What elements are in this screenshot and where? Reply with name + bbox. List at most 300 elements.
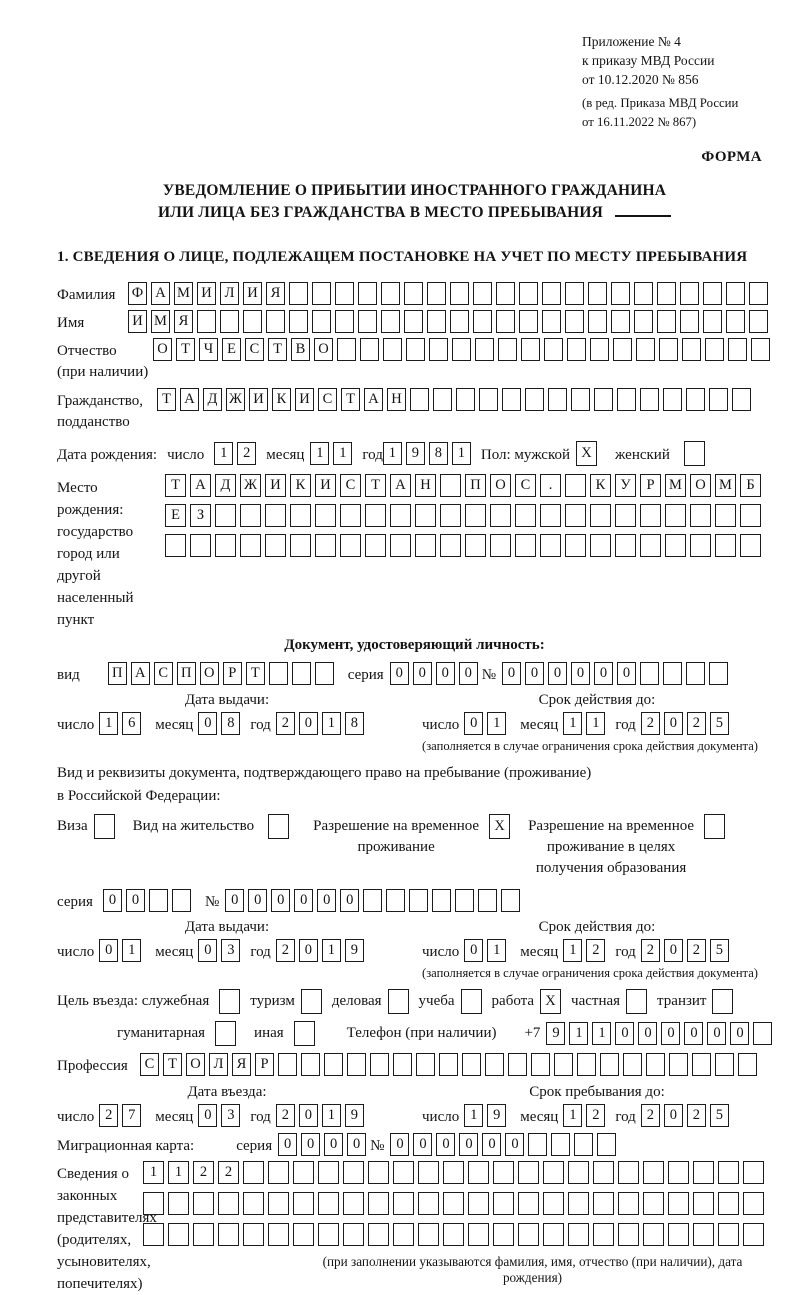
char-box[interactable]: И — [265, 474, 286, 497]
char-box[interactable] — [290, 504, 311, 527]
char-box[interactable] — [475, 338, 494, 361]
birth-month-boxes[interactable] — [310, 442, 356, 465]
char-box[interactable] — [634, 282, 653, 305]
char-box[interactable] — [593, 1192, 614, 1215]
char-box[interactable]: П — [177, 662, 196, 685]
char-box[interactable] — [554, 1053, 573, 1076]
char-box[interactable] — [543, 1192, 564, 1215]
char-box[interactable] — [704, 814, 725, 839]
char-box[interactable] — [143, 1223, 164, 1246]
char-box[interactable] — [368, 1192, 389, 1215]
char-box[interactable]: 0 — [198, 712, 217, 735]
char-box[interactable] — [518, 1161, 539, 1184]
char-box[interactable]: 0 — [103, 889, 122, 912]
res-series-boxes[interactable] — [103, 889, 195, 912]
char-box[interactable] — [574, 1133, 593, 1156]
char-box[interactable]: 0 — [299, 939, 318, 962]
char-box[interactable] — [740, 504, 761, 527]
char-box[interactable] — [496, 282, 515, 305]
char-box[interactable]: 1 — [383, 442, 402, 465]
char-box[interactable]: 0 — [617, 662, 636, 685]
char-box[interactable]: 5 — [710, 1104, 729, 1127]
char-box[interactable] — [597, 1133, 616, 1156]
char-box[interactable] — [427, 310, 446, 333]
char-box[interactable]: 9 — [546, 1022, 565, 1045]
char-box[interactable] — [567, 338, 586, 361]
purpose-humanitarian-checkbox[interactable] — [215, 1021, 240, 1046]
char-box[interactable] — [680, 310, 699, 333]
char-box[interactable] — [465, 504, 486, 527]
char-box[interactable] — [315, 534, 336, 557]
char-box[interactable] — [415, 534, 436, 557]
char-box[interactable] — [243, 1223, 264, 1246]
birth-year-boxes[interactable] — [383, 442, 475, 465]
char-box[interactable] — [646, 1053, 665, 1076]
char-box[interactable]: К — [590, 474, 611, 497]
char-box[interactable] — [381, 310, 400, 333]
char-box[interactable] — [410, 388, 429, 411]
char-box[interactable] — [515, 504, 536, 527]
representatives-row3-boxes[interactable] — [143, 1223, 772, 1246]
char-box[interactable]: 0 — [502, 662, 521, 685]
char-box[interactable] — [686, 662, 705, 685]
char-box[interactable] — [468, 1223, 489, 1246]
char-box[interactable] — [172, 889, 191, 912]
char-box[interactable]: Е — [165, 504, 186, 527]
char-box[interactable] — [715, 534, 736, 557]
char-box[interactable]: X — [576, 441, 597, 466]
char-box[interactable] — [293, 1161, 314, 1184]
char-box[interactable] — [640, 534, 661, 557]
char-box[interactable] — [406, 338, 425, 361]
char-box[interactable] — [388, 989, 409, 1014]
char-box[interactable] — [143, 1192, 164, 1215]
char-box[interactable] — [340, 504, 361, 527]
char-box[interactable] — [525, 388, 544, 411]
char-box[interactable] — [718, 1192, 739, 1215]
char-box[interactable]: Я — [174, 310, 193, 333]
char-box[interactable] — [617, 388, 636, 411]
char-box[interactable]: 9 — [487, 1104, 506, 1127]
char-box[interactable] — [501, 889, 520, 912]
char-box[interactable] — [548, 388, 567, 411]
char-box[interactable] — [519, 282, 538, 305]
char-box[interactable] — [712, 989, 733, 1014]
char-box[interactable] — [508, 1053, 527, 1076]
char-box[interactable] — [462, 1053, 481, 1076]
char-box[interactable]: 0 — [299, 1104, 318, 1127]
char-box[interactable] — [668, 1223, 689, 1246]
char-box[interactable] — [623, 1053, 642, 1076]
char-box[interactable] — [390, 504, 411, 527]
char-box[interactable] — [358, 310, 377, 333]
char-box[interactable]: 5 — [710, 712, 729, 735]
char-box[interactable] — [565, 310, 584, 333]
char-box[interactable] — [440, 474, 461, 497]
char-box[interactable] — [496, 310, 515, 333]
char-box[interactable] — [268, 1223, 289, 1246]
char-box[interactable] — [502, 388, 521, 411]
char-box[interactable] — [268, 814, 289, 839]
char-box[interactable]: Я — [232, 1053, 251, 1076]
char-box[interactable]: 0 — [684, 1022, 703, 1045]
purpose-tourism-checkbox[interactable] — [301, 989, 326, 1014]
char-box[interactable] — [432, 889, 451, 912]
char-box[interactable]: З — [190, 504, 211, 527]
entry-month[interactable] — [198, 1104, 244, 1127]
purpose-work-checkbox[interactable] — [540, 989, 565, 1014]
char-box[interactable]: М — [151, 310, 170, 333]
char-box[interactable]: Л — [220, 282, 239, 305]
char-box[interactable] — [540, 534, 561, 557]
char-box[interactable]: 1 — [322, 1104, 341, 1127]
char-box[interactable] — [393, 1161, 414, 1184]
char-box[interactable] — [703, 282, 722, 305]
char-box[interactable] — [289, 310, 308, 333]
char-box[interactable] — [427, 282, 446, 305]
char-box[interactable] — [265, 504, 286, 527]
char-box[interactable] — [705, 338, 724, 361]
char-box[interactable]: 1 — [322, 939, 341, 962]
char-box[interactable] — [657, 282, 676, 305]
char-box[interactable]: А — [390, 474, 411, 497]
char-box[interactable] — [439, 1053, 458, 1076]
char-box[interactable] — [149, 889, 168, 912]
char-box[interactable] — [590, 534, 611, 557]
char-box[interactable] — [381, 282, 400, 305]
char-box[interactable] — [565, 282, 584, 305]
char-box[interactable] — [634, 310, 653, 333]
char-box[interactable] — [479, 388, 498, 411]
char-box[interactable] — [715, 1053, 734, 1076]
res-number-boxes[interactable] — [225, 889, 524, 912]
char-box[interactable] — [693, 1161, 714, 1184]
char-box[interactable] — [312, 310, 331, 333]
char-box[interactable]: Д — [203, 388, 222, 411]
char-box[interactable]: 2 — [687, 712, 706, 735]
char-box[interactable]: 0 — [198, 939, 217, 962]
doc-issue-month[interactable] — [198, 712, 244, 735]
char-box[interactable] — [393, 1053, 412, 1076]
stay-month[interactable] — [563, 1104, 609, 1127]
char-box[interactable] — [418, 1223, 439, 1246]
char-box[interactable] — [640, 662, 659, 685]
char-box[interactable] — [640, 388, 659, 411]
char-box[interactable]: Ч — [199, 338, 218, 361]
representatives-row1-boxes[interactable] — [143, 1161, 772, 1184]
char-box[interactable] — [368, 1223, 389, 1246]
char-box[interactable]: С — [340, 474, 361, 497]
char-box[interactable]: Р — [223, 662, 242, 685]
char-box[interactable]: М — [715, 474, 736, 497]
char-box[interactable] — [751, 338, 770, 361]
char-box[interactable] — [665, 504, 686, 527]
name-boxes[interactable] — [128, 310, 772, 333]
char-box[interactable] — [686, 388, 705, 411]
char-box[interactable]: 0 — [482, 1133, 501, 1156]
char-box[interactable] — [318, 1161, 339, 1184]
char-box[interactable] — [551, 1133, 570, 1156]
char-box[interactable]: 0 — [324, 1133, 343, 1156]
char-box[interactable]: 0 — [571, 662, 590, 685]
birthplace-row2-boxes[interactable] — [165, 504, 765, 527]
char-box[interactable] — [590, 504, 611, 527]
char-box[interactable] — [193, 1223, 214, 1246]
char-box[interactable]: 1 — [214, 442, 233, 465]
char-box[interactable] — [473, 310, 492, 333]
char-box[interactable] — [455, 889, 474, 912]
char-box[interactable] — [218, 1223, 239, 1246]
char-box[interactable]: П — [465, 474, 486, 497]
char-box[interactable]: 0 — [299, 712, 318, 735]
char-box[interactable]: 1 — [99, 712, 118, 735]
char-box[interactable] — [415, 504, 436, 527]
char-box[interactable]: 0 — [464, 712, 483, 735]
char-box[interactable] — [269, 662, 288, 685]
doc-issue-day[interactable] — [99, 712, 145, 735]
char-box[interactable]: 1 — [487, 712, 506, 735]
char-box[interactable]: 0 — [225, 889, 244, 912]
char-box[interactable]: 0 — [730, 1022, 749, 1045]
entry-day[interactable] — [99, 1104, 145, 1127]
char-box[interactable] — [690, 534, 711, 557]
char-box[interactable] — [368, 1161, 389, 1184]
char-box[interactable]: 2 — [641, 712, 660, 735]
char-box[interactable] — [456, 388, 475, 411]
char-box[interactable]: . — [540, 474, 561, 497]
char-box[interactable] — [268, 1192, 289, 1215]
char-box[interactable]: 1 — [586, 712, 605, 735]
char-box[interactable]: 1 — [592, 1022, 611, 1045]
char-box[interactable]: 0 — [464, 939, 483, 962]
char-box[interactable] — [613, 338, 632, 361]
char-box[interactable] — [571, 388, 590, 411]
char-box[interactable] — [643, 1223, 664, 1246]
char-box[interactable] — [515, 534, 536, 557]
char-box[interactable] — [360, 338, 379, 361]
char-box[interactable]: 2 — [237, 442, 256, 465]
char-box[interactable] — [219, 989, 240, 1014]
char-box[interactable] — [409, 889, 428, 912]
char-box[interactable] — [485, 1053, 504, 1076]
char-box[interactable] — [528, 1133, 547, 1156]
char-box[interactable] — [265, 534, 286, 557]
char-box[interactable]: 0 — [99, 939, 118, 962]
char-box[interactable] — [542, 310, 561, 333]
char-box[interactable] — [543, 1223, 564, 1246]
char-box[interactable]: М — [665, 474, 686, 497]
char-box[interactable] — [293, 1192, 314, 1215]
char-box[interactable]: 7 — [122, 1104, 141, 1127]
char-box[interactable] — [703, 310, 722, 333]
char-box[interactable] — [243, 1192, 264, 1215]
char-box[interactable] — [315, 504, 336, 527]
char-box[interactable] — [383, 338, 402, 361]
res-issue-day[interactable] — [99, 939, 145, 962]
char-box[interactable]: П — [108, 662, 127, 685]
char-box[interactable] — [165, 534, 186, 557]
char-box[interactable]: Б — [740, 474, 761, 497]
char-box[interactable]: 3 — [221, 939, 240, 962]
char-box[interactable] — [715, 504, 736, 527]
char-box[interactable] — [240, 534, 261, 557]
char-box[interactable] — [365, 504, 386, 527]
char-box[interactable] — [531, 1053, 550, 1076]
char-box[interactable]: 1 — [322, 712, 341, 735]
profession-boxes[interactable] — [140, 1053, 761, 1076]
patronymic-boxes[interactable] — [153, 338, 774, 361]
char-box[interactable]: О — [314, 338, 333, 361]
char-box[interactable] — [358, 282, 377, 305]
stay-year[interactable] — [641, 1104, 733, 1127]
char-box[interactable] — [643, 1161, 664, 1184]
char-box[interactable]: И — [128, 310, 147, 333]
char-box[interactable] — [590, 338, 609, 361]
char-box[interactable]: Р — [640, 474, 661, 497]
char-box[interactable] — [498, 338, 517, 361]
char-box[interactable] — [440, 534, 461, 557]
char-box[interactable]: 0 — [664, 1104, 683, 1127]
char-box[interactable]: Ж — [226, 388, 245, 411]
char-box[interactable] — [343, 1161, 364, 1184]
char-box[interactable]: Л — [209, 1053, 228, 1076]
char-box[interactable]: 0 — [390, 662, 409, 685]
char-box[interactable] — [301, 1053, 320, 1076]
char-box[interactable] — [665, 534, 686, 557]
char-box[interactable] — [693, 1192, 714, 1215]
char-box[interactable] — [315, 662, 334, 685]
doc-expiry-year[interactable] — [641, 712, 733, 735]
res-expiry-month[interactable] — [563, 939, 609, 962]
char-box[interactable] — [611, 310, 630, 333]
char-box[interactable]: Т — [365, 474, 386, 497]
char-box[interactable] — [540, 504, 561, 527]
char-box[interactable]: 1 — [333, 442, 352, 465]
char-box[interactable]: 1 — [464, 1104, 483, 1127]
char-box[interactable]: И — [295, 388, 314, 411]
char-box[interactable]: О — [153, 338, 172, 361]
char-box[interactable]: 2 — [218, 1161, 239, 1184]
char-box[interactable]: 0 — [413, 1133, 432, 1156]
char-box[interactable]: О — [690, 474, 711, 497]
char-box[interactable] — [294, 1021, 315, 1046]
char-box[interactable] — [593, 1223, 614, 1246]
char-box[interactable] — [643, 1192, 664, 1215]
char-box[interactable]: О — [186, 1053, 205, 1076]
char-box[interactable]: 2 — [641, 1104, 660, 1127]
char-box[interactable]: 1 — [452, 442, 471, 465]
char-box[interactable]: 2 — [586, 1104, 605, 1127]
char-box[interactable] — [611, 282, 630, 305]
char-box[interactable]: Т — [165, 474, 186, 497]
char-box[interactable] — [749, 310, 768, 333]
sex-male-checkbox[interactable] — [576, 441, 601, 466]
char-box[interactable]: 0 — [615, 1022, 634, 1045]
char-box[interactable] — [493, 1161, 514, 1184]
char-box[interactable]: Т — [341, 388, 360, 411]
char-box[interactable] — [615, 504, 636, 527]
char-box[interactable]: Я — [266, 282, 285, 305]
char-box[interactable]: 1 — [563, 1104, 582, 1127]
char-box[interactable] — [490, 504, 511, 527]
char-box[interactable] — [335, 310, 354, 333]
char-box[interactable] — [393, 1223, 414, 1246]
char-box[interactable]: 2 — [276, 1104, 295, 1127]
doc-type-boxes[interactable] — [108, 662, 338, 685]
res-issue-month[interactable] — [198, 939, 244, 962]
char-box[interactable]: И — [315, 474, 336, 497]
char-box[interactable] — [692, 1053, 711, 1076]
char-box[interactable] — [709, 662, 728, 685]
char-box[interactable] — [418, 1192, 439, 1215]
char-box[interactable] — [335, 282, 354, 305]
char-box[interactable] — [268, 1161, 289, 1184]
char-box[interactable] — [518, 1223, 539, 1246]
char-box[interactable] — [168, 1192, 189, 1215]
char-box[interactable]: 1 — [168, 1161, 189, 1184]
char-box[interactable] — [568, 1192, 589, 1215]
char-box[interactable]: 8 — [345, 712, 364, 735]
char-box[interactable]: Т — [246, 662, 265, 685]
char-box[interactable] — [594, 388, 613, 411]
char-box[interactable] — [461, 989, 482, 1014]
char-box[interactable] — [468, 1161, 489, 1184]
char-box[interactable] — [663, 388, 682, 411]
char-box[interactable] — [312, 282, 331, 305]
char-box[interactable]: 0 — [271, 889, 290, 912]
char-box[interactable] — [753, 1022, 772, 1045]
char-box[interactable]: 2 — [276, 712, 295, 735]
char-box[interactable]: 1 — [143, 1161, 164, 1184]
char-box[interactable] — [565, 504, 586, 527]
char-box[interactable]: 2 — [193, 1161, 214, 1184]
char-box[interactable]: 0 — [347, 1133, 366, 1156]
char-box[interactable] — [443, 1223, 464, 1246]
char-box[interactable] — [404, 310, 423, 333]
char-box[interactable] — [337, 338, 356, 361]
char-box[interactable]: 9 — [345, 1104, 364, 1127]
visa-checkbox[interactable] — [94, 814, 119, 839]
char-box[interactable]: Т — [163, 1053, 182, 1076]
char-box[interactable]: 1 — [563, 939, 582, 962]
char-box[interactable]: И — [197, 282, 216, 305]
char-box[interactable]: С — [140, 1053, 159, 1076]
citizenship-boxes[interactable] — [157, 388, 755, 411]
char-box[interactable]: Н — [387, 388, 406, 411]
char-box[interactable]: 9 — [345, 939, 364, 962]
char-box[interactable]: С — [318, 388, 337, 411]
char-box[interactable]: Д — [215, 474, 236, 497]
char-box[interactable]: К — [272, 388, 291, 411]
char-box[interactable] — [452, 338, 471, 361]
char-box[interactable] — [626, 989, 647, 1014]
char-box[interactable] — [743, 1161, 764, 1184]
char-box[interactable] — [738, 1053, 757, 1076]
char-box[interactable] — [749, 282, 768, 305]
char-box[interactable] — [393, 1192, 414, 1215]
char-box[interactable] — [718, 1223, 739, 1246]
char-box[interactable]: А — [180, 388, 199, 411]
char-box[interactable]: 0 — [548, 662, 567, 685]
char-box[interactable]: 0 — [390, 1133, 409, 1156]
char-box[interactable]: Е — [222, 338, 241, 361]
char-box[interactable] — [343, 1192, 364, 1215]
char-box[interactable]: 1 — [569, 1022, 588, 1045]
char-box[interactable]: С — [515, 474, 536, 497]
char-box[interactable]: И — [243, 282, 262, 305]
char-box[interactable] — [684, 441, 705, 466]
char-box[interactable] — [618, 1161, 639, 1184]
